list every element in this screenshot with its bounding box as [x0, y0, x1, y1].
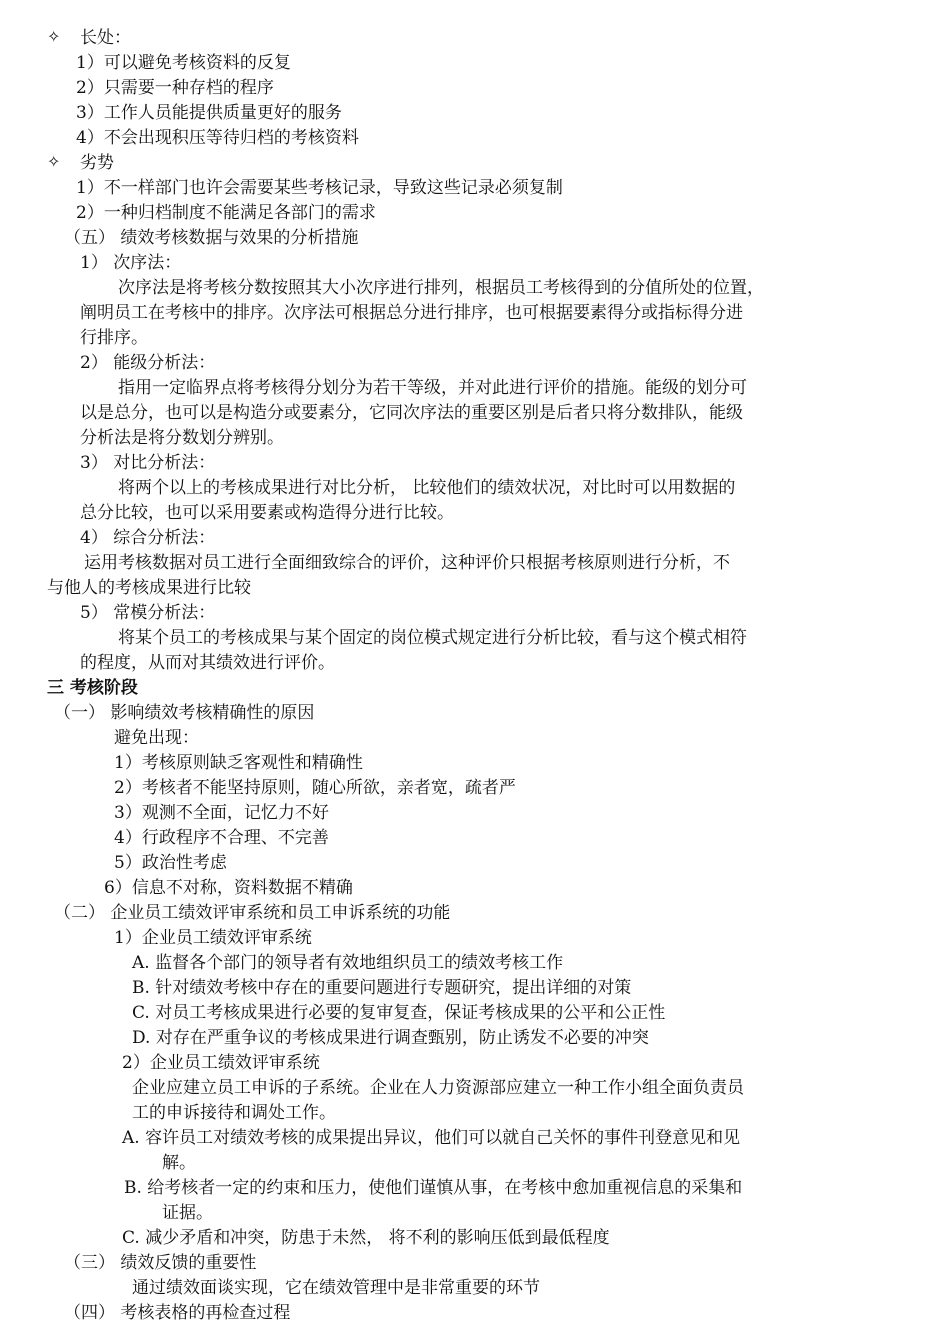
paragraph-line: 以是总分，也可以是构造分或要素分，它同次序法的重要区别是后者只将分数排队，能级 — [80, 403, 743, 423]
section-heading: （四） 考核表格的再检查过程 — [64, 1303, 291, 1323]
list-item: 4）行政程序不合理、不完善 — [114, 828, 329, 848]
paragraph-line: 总分比较，也可以采用要素或构造得分进行比较。 — [80, 503, 454, 523]
list-item: 2）一种归档制度不能满足各部门的需求 — [76, 203, 376, 223]
paragraph-line: 次序法是将考核分数按照其大小次序进行排列，根据员工考核得到的分值所处的位置， — [118, 278, 764, 298]
paragraph-line: 指用一定临界点将考核得分划分为若干等级，并对此进行评价的措施。能级的划分可 — [118, 378, 747, 398]
paragraph-line: 避免出现： — [114, 728, 199, 748]
list-item: A. 监督各个部门的领导者有效地组织员工的绩效考核工作 — [132, 953, 564, 973]
method-heading: 3） 对比分析法： — [80, 453, 216, 473]
paragraph-line: 将某个员工的考核成果与某个固定的岗位模式规定进行分析比较，看与这个模式相符 — [118, 628, 747, 648]
section-heading: （五） 绩效考核数据与效果的分析措施 — [64, 228, 359, 248]
list-item: 1）可以避免考核资料的反复 — [76, 53, 291, 73]
list-item: B. 给考核者一定的约束和压力，使他们谨慎从事，在考核中愈加重视信息的采集和 — [124, 1178, 743, 1198]
paragraph-line: 工的申诉接待和调处工作。 — [132, 1103, 336, 1123]
heading-disadvantages: 劣势 — [80, 153, 114, 173]
method-heading: 1） 次序法： — [80, 253, 182, 273]
paragraph-line: 行排序。 — [80, 328, 148, 348]
paragraph-line: 的程度，从而对其绩效进行评价。 — [80, 653, 335, 673]
method-heading: 2） 能级分析法： — [80, 353, 216, 373]
list-item: D. 对存在严重争议的考核成果进行调查甄别，防止诱发不必要的冲突 — [132, 1028, 649, 1048]
method-heading: 4） 综合分析法： — [80, 528, 216, 548]
paragraph-line: 运用考核数据对员工进行全面细致综合的评价，这种评价只根据考核原则进行分析，不 — [84, 553, 730, 573]
list-item: 1）不一样部门也许会需要某些考核记录，导致这些记录必须复制 — [76, 178, 563, 198]
diamond-bullet-icon: ✧ — [47, 27, 61, 46]
paragraph-line: 将两个以上的考核成果进行对比分析， 比较他们的绩效状况，对比时可以用数据的 — [118, 478, 736, 498]
list-item: 3）观测不全面，记忆力不好 — [114, 803, 329, 823]
paragraph-line: 与他人的考核成果进行比较 — [47, 578, 251, 598]
list-item: A. 容许员工对绩效考核的成果提出异议，他们可以就自己关怀的事件刊登意见和见 — [122, 1128, 741, 1148]
list-item: 6）信息不对称，资料数据不精确 — [104, 878, 353, 898]
paragraph-line: 通过绩效面谈实现，它在绩效管理中是非常重要的环节 — [132, 1278, 540, 1298]
list-item: 5）政治性考虑 — [114, 853, 227, 873]
paragraph-line: 阐明员工在考核中的排序。次序法可根据总分进行排序，也可根据要素得分或指标得分进 — [80, 303, 743, 323]
list-item-continuation: 解。 — [162, 1153, 196, 1173]
list-item-continuation: 证据。 — [162, 1203, 213, 1223]
list-item: 1）考核原则缺乏客观性和精确性 — [114, 753, 363, 773]
heading-advantages: 长处： — [80, 28, 131, 48]
method-heading: 5） 常模分析法： — [80, 603, 216, 623]
subsection-heading: 2）企业员工绩效评审系统 — [122, 1053, 320, 1073]
section-heading: （三） 绩效反馈的重要性 — [64, 1253, 257, 1273]
list-item: 2）考核者不能坚持原则，随心所欲，亲者宽，疏者严 — [114, 778, 516, 798]
list-item: C. 减少矛盾和冲突，防患于未然， 将不利的影响压低到最低程度 — [122, 1228, 610, 1248]
chapter-heading: 三 考核阶段 — [47, 678, 138, 698]
list-item: 2）只需要一种存档的程序 — [76, 78, 274, 98]
list-item: B. 针对绩效考核中存在的重要问题进行专题研究，提出详细的对策 — [132, 978, 632, 998]
paragraph-line: 分析法是将分数划分辨别。 — [80, 428, 284, 448]
list-item: 3）工作人员能提供质量更好的服务 — [76, 103, 342, 123]
diamond-bullet-icon: ✧ — [47, 152, 61, 171]
section-heading: （一） 影响绩效考核精确性的原因 — [54, 703, 315, 723]
list-item: 4）不会出现积压等待归档的考核资料 — [76, 128, 359, 148]
paragraph-line: 企业应建立员工申诉的子系统。企业在人力资源部应建立一种工作小组全面负责员 — [132, 1078, 744, 1098]
subsection-heading: 1）企业员工绩效评审系统 — [114, 928, 312, 948]
section-heading: （二） 企业员工绩效评审系统和员工申诉系统的功能 — [54, 903, 451, 923]
list-item: C. 对员工考核成果进行必要的复审复查，保证考核成果的公平和公正性 — [132, 1003, 666, 1023]
